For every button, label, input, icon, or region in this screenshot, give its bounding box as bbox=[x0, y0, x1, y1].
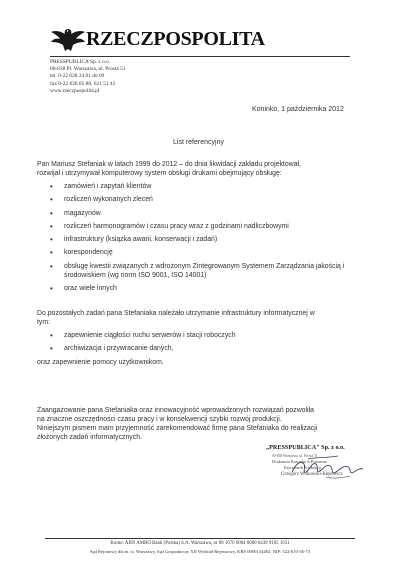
list-item: • oraz wiele innych bbox=[50, 284, 350, 293]
address-line: PRESSPUBLICA Sp. z o.o. bbox=[50, 59, 111, 65]
text-line: tym: bbox=[37, 319, 51, 327]
list-item: • archiwizacja i przywracanie danych, bbox=[50, 344, 350, 353]
list-item: • zapewnienie ciągłości ruchu serwerów i stacji roboczych bbox=[50, 331, 350, 340]
letterhead-logo bbox=[50, 25, 350, 57]
list-item: • obsługę kwestii związanych z wdrożonym Zintegrowanym Systemem Zarządzania jakością i środowiskiem (wg norm ISO 9001, ISO 14001) bbox=[50, 262, 350, 280]
list-item: • rozliczeń wykonanych zleceń bbox=[50, 195, 350, 204]
text-line: Niniejszym pismem mam przyjemność zarekomendować firmę pana Stefaniaka do realizacji bbox=[37, 425, 318, 433]
text-line: złożonych zadań informatycznych. bbox=[37, 434, 142, 442]
letter-date: Koninko, 1 października 2012 bbox=[252, 106, 344, 113]
infrastructure-list bbox=[50, 331, 350, 358]
footer-bank-info: Konto: ABN AMRO Bank (Polska) S.A. Warszawa, nr 09 1670 0004 0000 6439 9105 1651 bbox=[110, 541, 290, 546]
eagle-icon bbox=[50, 25, 86, 55]
handwritten-signature bbox=[286, 450, 366, 484]
recommendation-paragraph bbox=[37, 406, 372, 442]
responsibilities-list bbox=[50, 182, 350, 297]
text-line: rozwijał i utrzymywał komputerowy system obsługi drukarni obejmujący obsługę: bbox=[37, 170, 282, 178]
list-item: • magazynów bbox=[50, 209, 350, 218]
intro-paragraph bbox=[37, 160, 367, 178]
list-item: • infrastruktury (książka awarii, konserwacji i zadań) bbox=[50, 235, 350, 244]
brand-name: RZECZPOSPOLITA bbox=[86, 28, 265, 50]
list-item: • rozliczeń harmonogramów i czasu pracy wraz z godzinami nadliczbowymi bbox=[50, 222, 350, 231]
stamp-address: 00-838 Warszawa, ul. Prosta 51 bbox=[272, 454, 318, 458]
list-item: • zamówień i zapytań klientów bbox=[50, 182, 350, 191]
address-line: fax 0-22 628 05 88, 621 51 42 bbox=[50, 80, 116, 87]
stamp-signatory: Grzegorz Wilkowski-Kłęsowicz bbox=[281, 472, 343, 477]
footer-divider bbox=[45, 538, 355, 539]
company-address bbox=[50, 59, 126, 95]
text-line: Zaangażowanie pana Stefaniaka oraz innowacyjność wprowadzonych rozwiązań pozwoliła bbox=[37, 407, 314, 414]
header-divider bbox=[50, 56, 350, 57]
company-stamp bbox=[266, 442, 376, 492]
address-line: www.rzeczpospolita.pl bbox=[50, 87, 100, 94]
text-line: na znaczne oszczędności czasu pracy i w konsekwencji szybki rozwój produkcji. bbox=[37, 416, 282, 424]
stamp-department: Drukarnia Koninko k/Poznania bbox=[272, 459, 327, 464]
text-line: Do pozostałych zadań pana Stefaniaka należało utrzymanie infrastruktury informatycznej w bbox=[37, 310, 315, 317]
list-item: • korespondencję bbox=[50, 248, 350, 257]
document-title: List referencyjny bbox=[173, 139, 224, 146]
footer-registry-info: Sąd Rejonowy dla m. st. Warszawy, Sąd Gospodarczy XII Wydział Rejestrowy, KRS 0000134482; NIP: 522-010-36-73 bbox=[89, 549, 311, 554]
text-line: Pan Mariusz Stefaniak w latach 1999 do 2012 – do dnia likwidacji zakładu projektował, bbox=[37, 161, 301, 168]
infrastructure-paragraph bbox=[37, 309, 367, 327]
stamp-position: Kierownik Produkcji bbox=[284, 465, 321, 470]
address-line: tel. 0-22 628 34 01 do 09 bbox=[50, 73, 105, 80]
address-line: 00-838 Pl. Warszawa, ul. Prosta 51 bbox=[50, 66, 126, 73]
stamp-company: „PRESSPUBLICA" Sp. z o.o. bbox=[266, 444, 345, 451]
infrastructure-closing: oraz zapewnienie pomocy użytkownikom. bbox=[37, 359, 164, 366]
